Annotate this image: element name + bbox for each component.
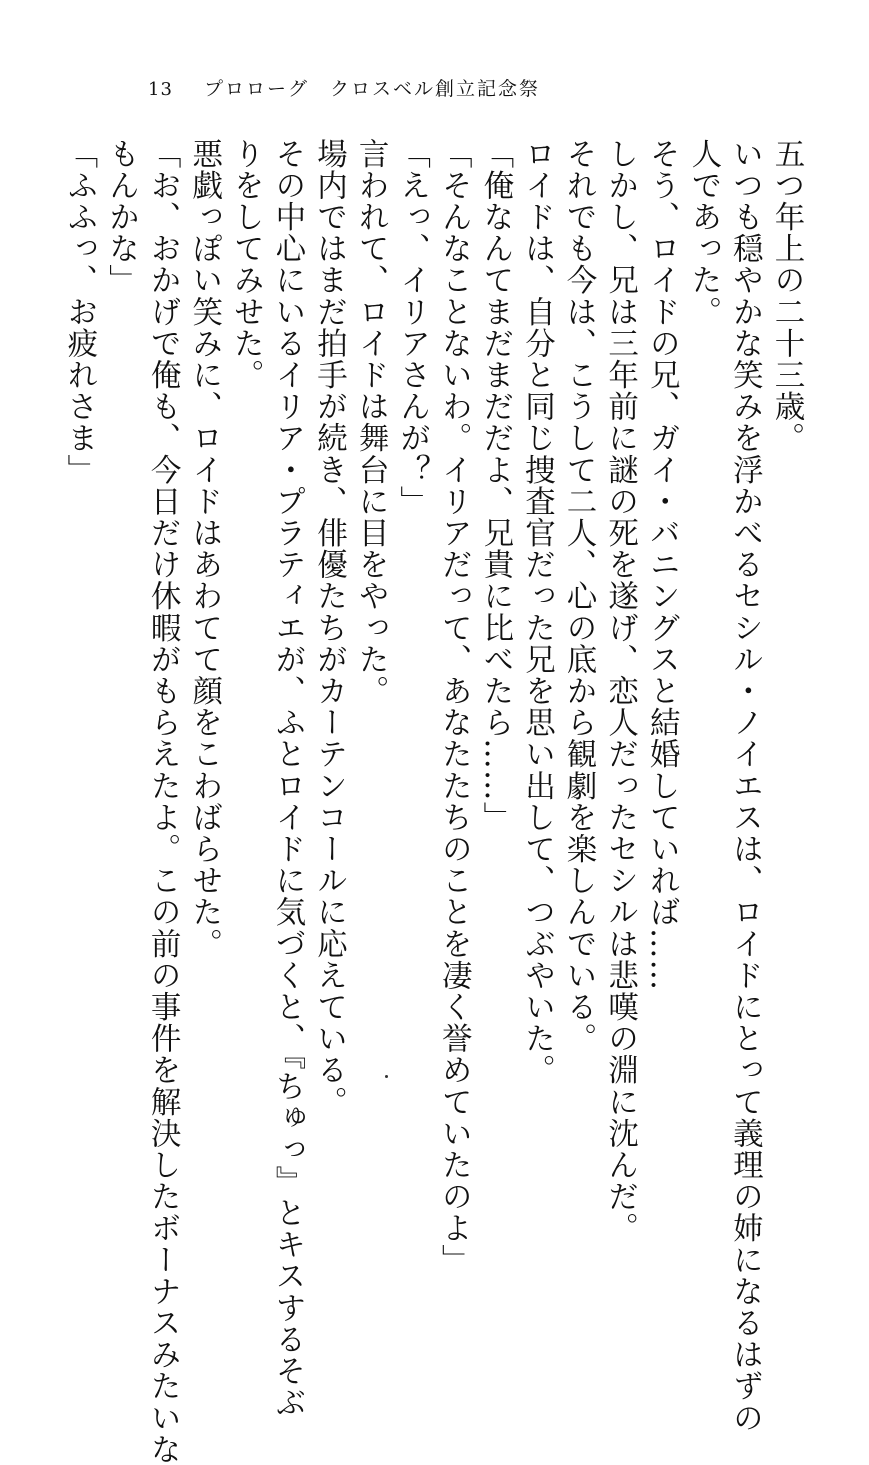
text-line: それでも今は、こうして二人、心の底から観劇を楽しんでいる。	[561, 138, 597, 1055]
text-line: 「えっ、イリアさんが？」	[394, 138, 430, 518]
page-header	[148, 74, 540, 108]
text-line: その中心にいるイリア・プラティエが、ふとロイドに気づくと、『ちゅっ』とキスするそぶ	[269, 138, 305, 1419]
text-line: そう、ロイドの兄、ガイ・バニングスと結婚していれば……	[644, 138, 680, 992]
vertical-body-text	[58, 138, 807, 1465]
text-line: 場内ではまだ拍手が続き、俳優たちがカーテンコールに応えている。	[311, 138, 347, 1118]
text-line: 「俺なんてまだまだだよ、兄貴に比べたら……」	[477, 138, 513, 834]
text-line: ロイドは、自分と同じ捜査官だった兄を思い出して、つぶやいた。	[519, 138, 555, 1086]
text-line: 人であった。	[685, 138, 721, 328]
text-line: しかし、兄は三年前に謎の死を遂げ、恋人だったセシルは悲嘆の淵に沈んだ。	[602, 138, 638, 1244]
scan-speck	[385, 1075, 388, 1078]
page-number: 13	[148, 79, 173, 100]
text-line: 五つ年上の二十三歳。	[769, 138, 804, 454]
text-line: いつも穏やかな笑みを浮かべるセシル・ノイエスは、ロイドにとって義理の姉になるはずの	[727, 138, 763, 1434]
running-head: プロローグ クロスベル創立記念祭	[204, 78, 541, 100]
text-line: もんかな」	[103, 138, 139, 296]
text-line: 「お、おかげで俺も、今日だけ休暇がもらえたよ。この前の事件を解決したボーナスみたいな	[145, 138, 181, 1465]
text-line: 悪戯っぽい笑みに、ロイドはあわてて顔をこわばらせた。	[186, 138, 222, 960]
text-line: りをしてみせた。	[228, 138, 264, 391]
text-line: 言われて、ロイドは舞台に目をやった。	[353, 138, 389, 707]
text-line: 「ふふっ、お疲れさま」	[61, 138, 97, 486]
text-line: 「そんなことないわ。イリアだって、あなたたちのことを凄く誉めていたのよ」	[436, 138, 472, 1276]
